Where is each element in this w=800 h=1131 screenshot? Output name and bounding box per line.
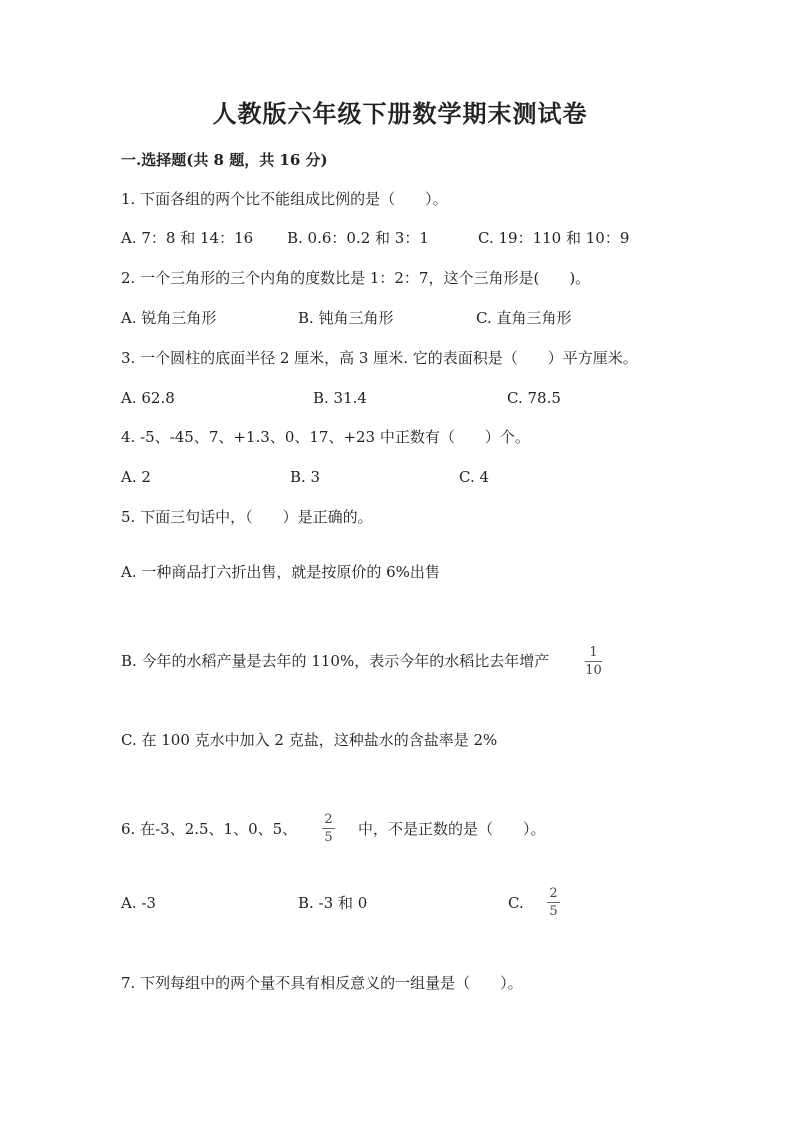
question-2-stem: 2. 一个三角形的三个内角的度数比是 1：2：7，这个三角形是( )。 [121,269,591,287]
question-6-stem-start: 6. 在-3、2.5、1、0、5、 [121,820,298,838]
question-1-option-b: B. 0.6：0.2 和 3：1 [287,229,429,247]
question-6-option-a: A. -3 [121,894,156,912]
question-2-option-a: A. 锐角三角形 [121,309,217,327]
question-1-option-c: C. 19：110 和 10：9 [478,229,630,247]
fraction-numerator: 1 [589,645,598,660]
question-4-option-b: B. 3 [290,468,321,486]
fraction-bar [322,828,335,829]
question-6-option-b: B. -3 和 0 [298,894,368,912]
fraction-denominator: 10 [585,663,602,678]
question-5-option-a: A. 一种商品打六折出售，就是按原价的 6%出售 [121,563,440,581]
question-5-stem: 5. 下面三句话中，（ ）是正确的。 [121,508,373,526]
question-5-option-b: B. 今年的水稻产量是去年的 110%，表示今年的水稻比去年增产 [121,652,550,670]
question-4-option-c: C. 4 [459,468,490,486]
question-3-option-a: A. 62.8 [121,389,175,407]
fraction-numerator: 2 [549,886,558,901]
question-4-stem: 4. -5、-45、7、+1.3、0、17、+23 中正数有（ ）个。 [121,428,530,446]
fraction-two-fifths [322,812,335,845]
question-7-stem: 7. 下列每组中的两个量不具有相反意义的一组量是（ ）。 [121,974,523,992]
fraction-two-fifths-option [547,886,560,919]
question-3-option-b: B. 31.4 [313,389,367,407]
section-heading: 一.选择题(共 8 题，共 16 分) [121,151,328,169]
page-title: 人教版六年级下册数学期末测试卷 [212,99,588,128]
question-4-option-a: A. 2 [121,468,151,486]
question-5-option-c: C. 在 100 克水中加入 2 克盐，这种盐水的含盐率是 2% [121,731,498,749]
fraction-numerator: 2 [324,812,333,827]
question-2-option-b: B. 钝角三角形 [298,309,394,327]
fraction-bar [585,661,602,662]
fraction-one-tenth [585,645,602,678]
question-6-stem-end: 中，不是正数的是（ ）。 [358,820,546,838]
question-3-stem: 3. 一个圆柱的底面半径 2 厘米，高 3 厘米. 它的表面积是（ ）平方厘米。 [121,349,638,367]
question-1-stem: 1. 下面各组的两个比不能组成比例的是（ ）。 [121,190,448,208]
question-6-option-c: C. [508,894,524,912]
fraction-denominator: 5 [324,830,333,845]
question-2-option-c: C. 直角三角形 [476,309,572,327]
question-3-option-c: C. 78.5 [507,389,561,407]
fraction-denominator: 5 [549,904,558,919]
fraction-bar [547,902,560,903]
question-1-option-a: A. 7：8 和 14：16 [121,229,254,247]
